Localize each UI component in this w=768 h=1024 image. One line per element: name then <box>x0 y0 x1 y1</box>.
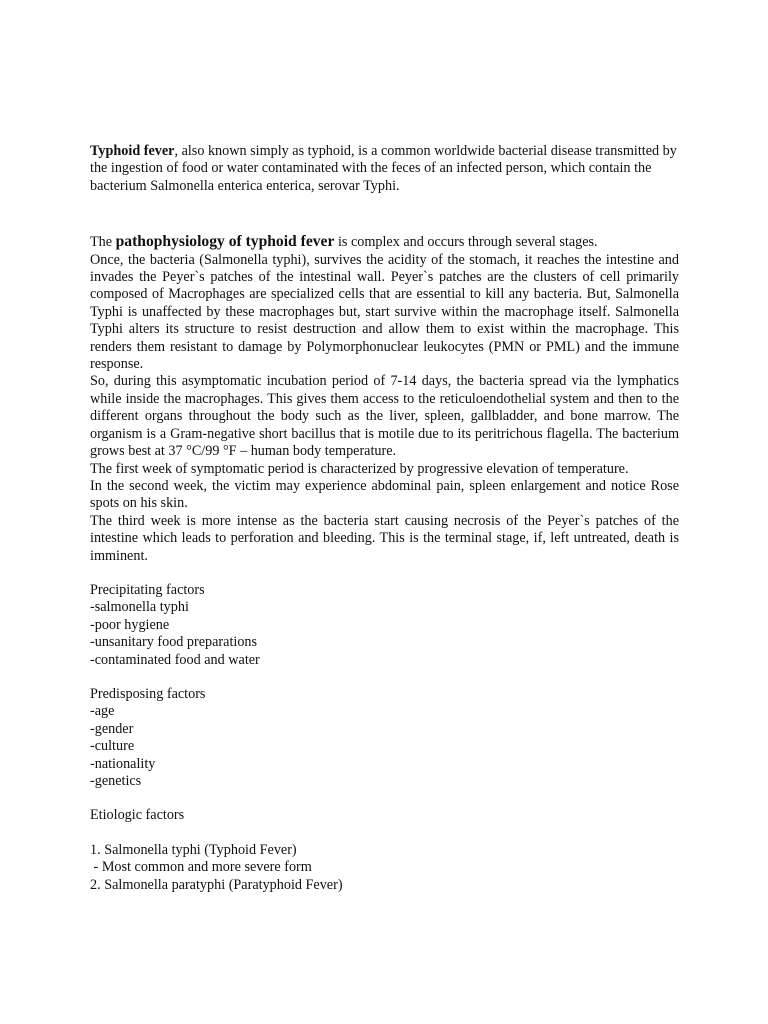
precipitating-item: -contaminated food and water <box>90 651 260 668</box>
patho-paragraph-invasion: Once, the bacteria (Salmonella typhi), survives the acidity of the stomach, it reaches the intestine and invades the Peyer`s patches of the intestinal wall. Peyer`s patches are the clusters of cell primarily composed of Macrophages are specialized cells that are essential to kill any bacteria. But, Salmonella Typhi is unaffected by these macrophages but, start survive within the macrophage itself. Salmonella Typhi alters its structure to resist destruction and allow them to exist within the macrophage. This renders them resistant to damage by Polymorphonuclear leukocytes (PMN or PML) and the immune response. <box>90 251 679 373</box>
precipitating-item: -unsanitary food preparations <box>90 634 258 651</box>
intro-paragraph <box>90 143 679 195</box>
predisposing-item: -age <box>90 703 115 720</box>
predisposing-item: -culture <box>90 738 135 755</box>
etiologic-heading: Etiologic factors <box>90 807 185 824</box>
etiologic-item: - Most common and more severe form <box>90 859 312 876</box>
intro-term: Typhoid fever <box>90 143 175 159</box>
intro-text: , also known simply as typhoid, is a common worldwide bacterial disease transmitted by the ingestion of food or water contaminated with the feces of an infected person, which contain the bacterium Salmonella enterica enterica, serovar Typhi. <box>90 143 677 194</box>
patho-paragraph-incubation: So, during this asymptomatic incubation period of 7-14 days, the bacteria spread via the lymphatics while inside the macrophages. This gives them access to the reticuloendothelial system and then to the different organs throughout the body such as the liver, spleen, gallbladder, and bone marrow. The organism is a Gram-negative short bacillus that is motile due to its peritrichous flagella. The bacterium grows best at 37 °C/99 °F – human body temperature. <box>90 373 679 460</box>
precipitating-factors-section <box>90 582 679 669</box>
precipitating-item: -poor hygiene <box>90 616 170 633</box>
predisposing-factors-section <box>90 686 679 790</box>
predisposing-item: -gender <box>90 720 134 737</box>
patho-lead-bold: pathophysiology of typhoid fever <box>115 233 335 251</box>
patho-paragraph-week-one: The first week of symptomatic period is characterized by progressive elevation of temperature. <box>90 460 629 477</box>
etiologic-factors-section <box>90 807 679 894</box>
patho-paragraph-week-two: In the second week, the victim may experience abdominal pain, spleen enlargement and notice Rose spots on his skin. <box>90 477 679 512</box>
patho-lead-pre: The <box>90 234 116 251</box>
paragraph-spacer <box>90 195 679 233</box>
predisposing-heading: Predisposing factors <box>90 685 206 702</box>
document-body <box>90 143 679 894</box>
patho-lead <box>90 233 679 251</box>
precipitating-heading: Precipitating factors <box>90 581 205 598</box>
predisposing-item: -genetics <box>90 773 142 789</box>
predisposing-item: -nationality <box>90 755 156 772</box>
precipitating-item: -salmonella typhi <box>90 599 189 616</box>
etiologic-item: 1. Salmonella typhi (Typhoid Fever) <box>90 841 297 858</box>
patho-paragraph-week-three: The third week is more intense as the bacteria start causing necrosis of the Peyer`s patches of the intestine which leads to perforation and bleeding. This is the terminal stage, if, left untreated, death is imminent. <box>90 512 679 564</box>
patho-lead-post: is complex and occurs through several stages. <box>334 234 598 251</box>
etiologic-item: 2. Salmonella paratyphi (Paratyphoid Fever) <box>90 876 343 893</box>
